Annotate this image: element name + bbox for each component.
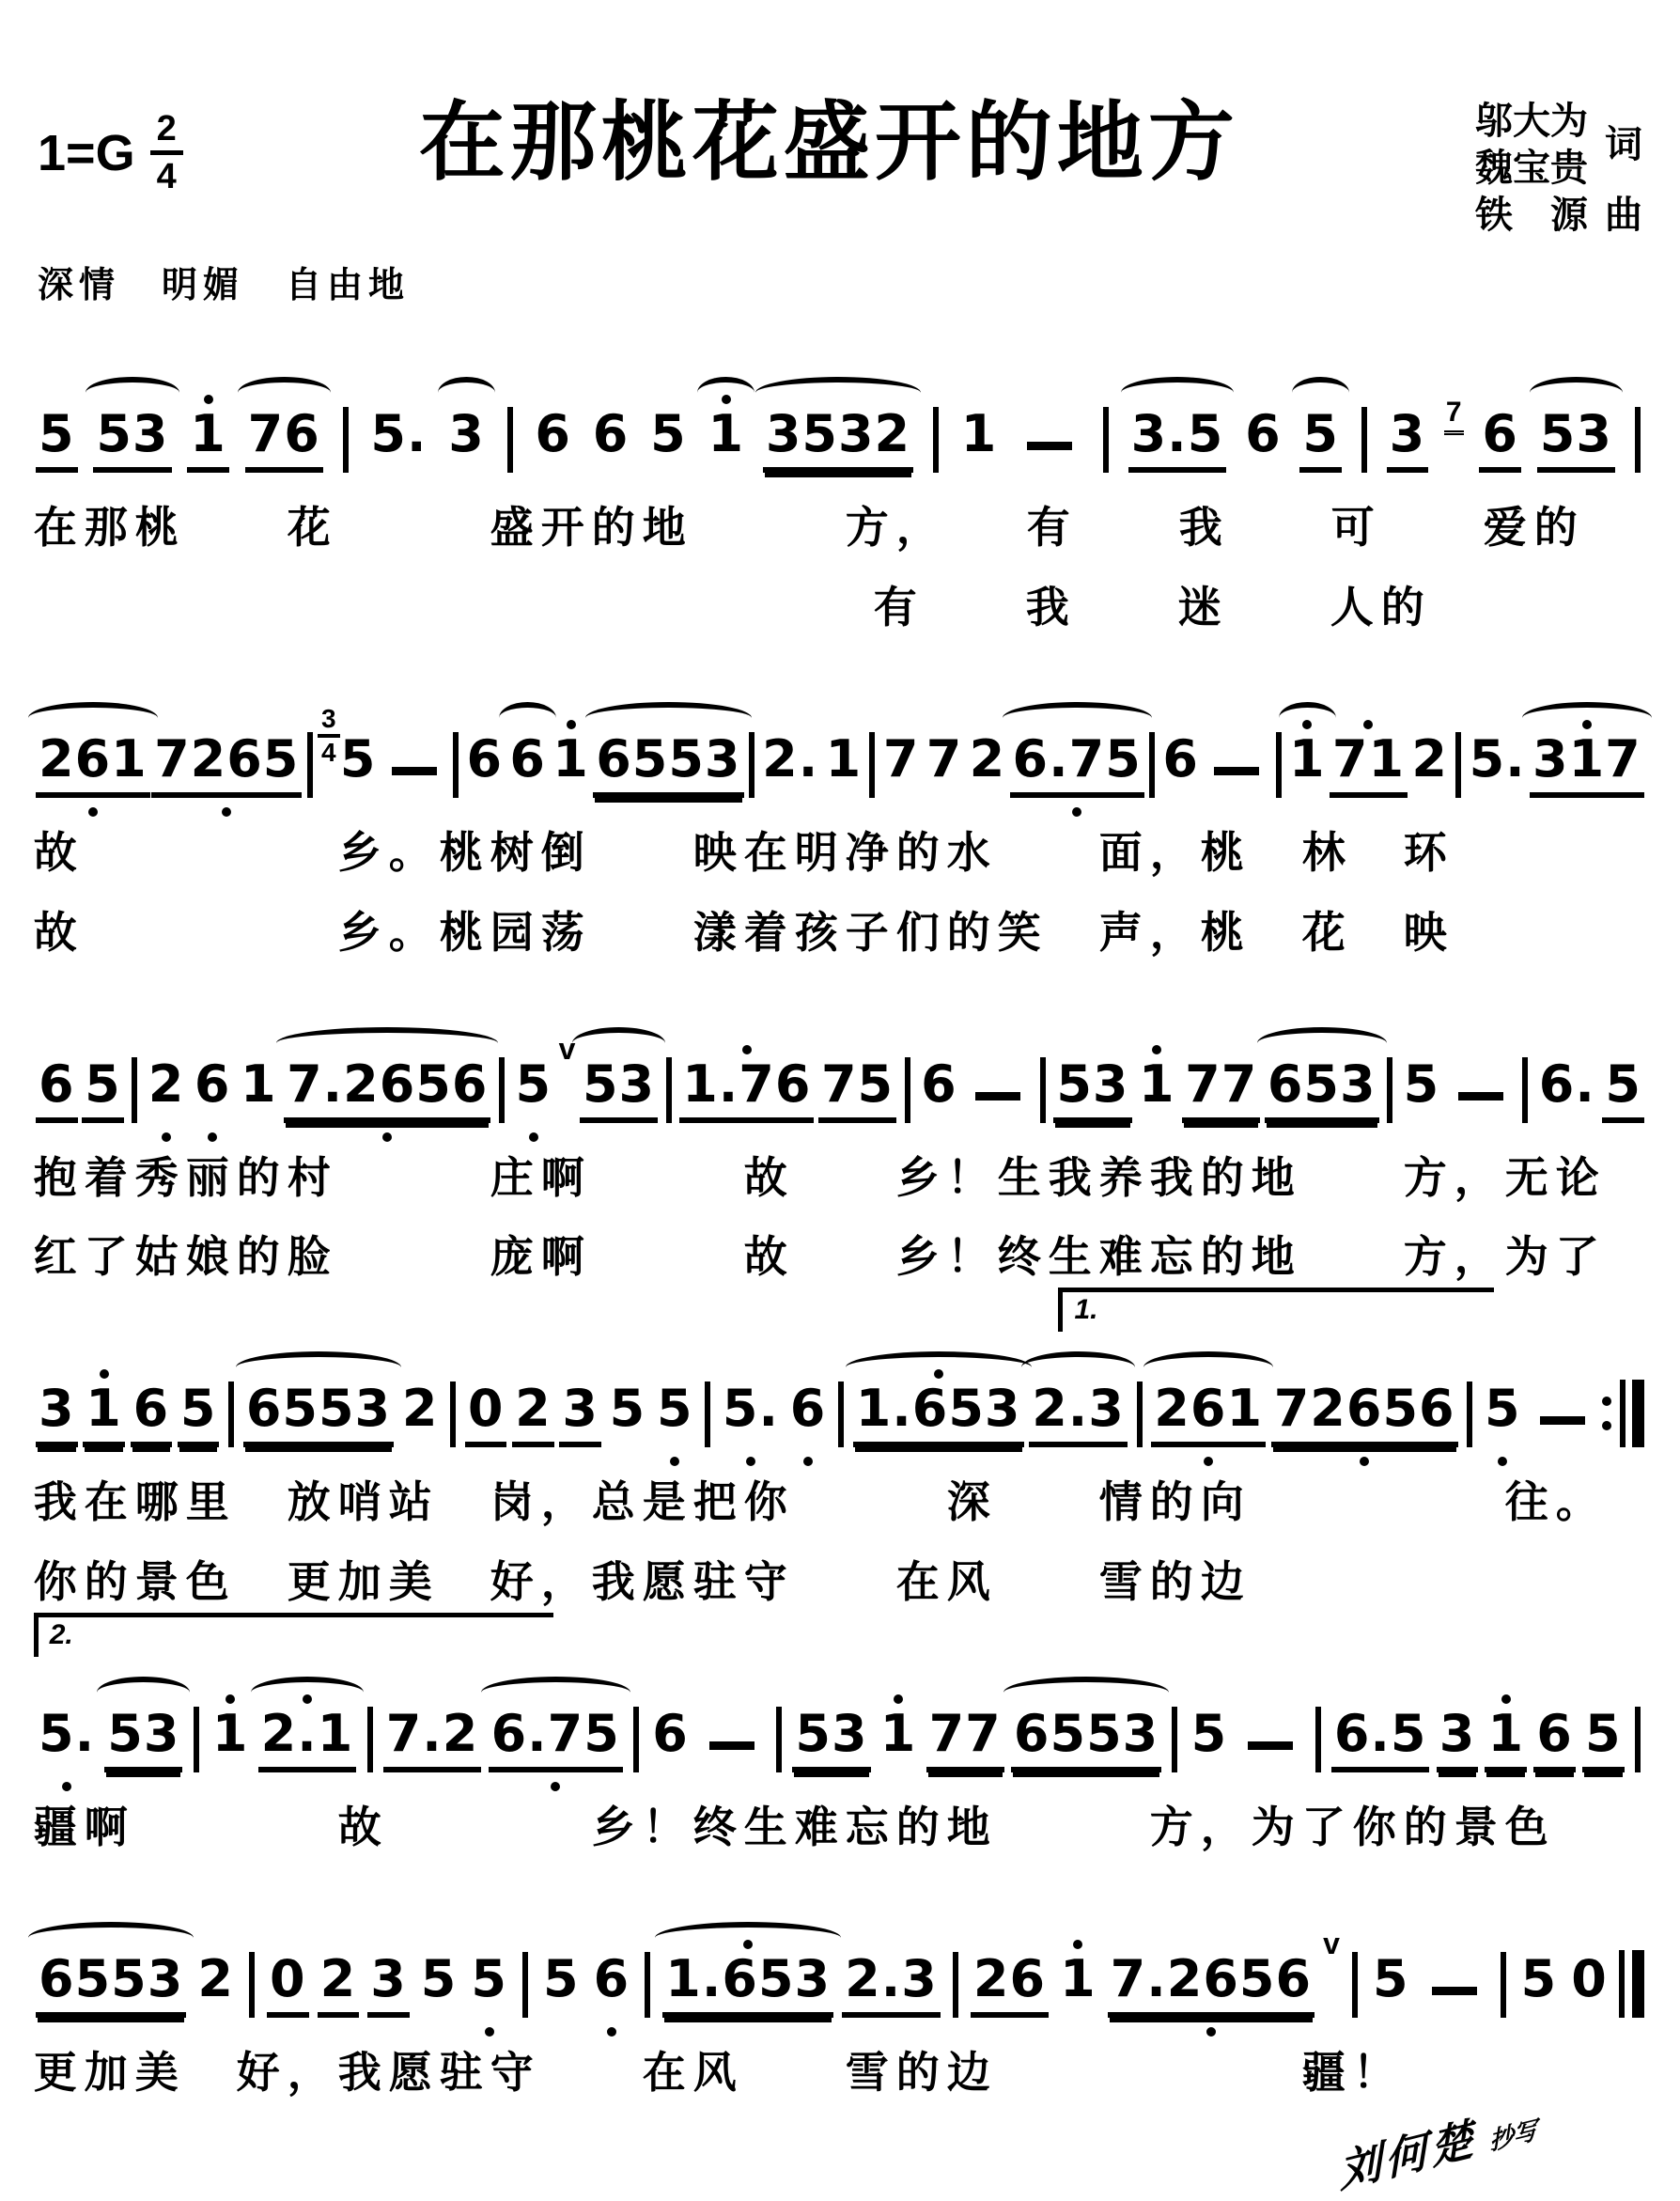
note-token: 6553 xyxy=(36,1954,186,2018)
barline xyxy=(953,1952,958,2018)
barline xyxy=(132,1057,137,1123)
octave-dot-below xyxy=(551,1782,560,1791)
note-token: 6553 xyxy=(243,1383,394,1447)
note-token: 53 xyxy=(93,409,171,473)
note-token: 2 xyxy=(146,1059,188,1123)
note-token: 76 xyxy=(245,409,323,473)
barline xyxy=(933,407,939,473)
copyist-signature xyxy=(1336,2088,1538,2200)
slur-arc xyxy=(438,377,495,409)
note-token: 5 xyxy=(178,1383,220,1447)
note-token: 6 xyxy=(535,404,571,463)
slur-arc xyxy=(499,702,556,734)
slur-arc xyxy=(585,702,751,734)
barline xyxy=(1635,1707,1641,1772)
note-token: 5 xyxy=(1482,1383,1524,1447)
note-token: 5. xyxy=(370,404,428,463)
lyrics-line: 有 我 迷 人的 xyxy=(873,582,1432,632)
note-token: 53 xyxy=(580,1059,658,1123)
lyricist-name-1: 邬大为 xyxy=(1474,101,1588,142)
slur-arc xyxy=(97,1677,190,1709)
note-token: 6.75 xyxy=(1010,734,1144,798)
meter-fraction xyxy=(150,111,183,195)
note-token: 0 xyxy=(267,1954,309,2018)
note-token: 53 xyxy=(1053,1059,1131,1123)
octave-dot-below xyxy=(670,1457,679,1466)
copyist-note: 抄写 xyxy=(1487,2115,1538,2156)
held-note-dash xyxy=(1540,1416,1585,1425)
barline xyxy=(1276,732,1282,798)
note-token: 317 xyxy=(1530,734,1644,798)
note-token: 5 xyxy=(1520,1949,1558,2009)
note-token: 5 xyxy=(420,1949,458,2009)
note-token: 1 xyxy=(878,1709,920,1772)
note-token: 5. xyxy=(720,1383,782,1447)
note-token: 5 xyxy=(609,1379,646,1439)
lyrics-line: 故 乡。桃园荡 漾着孩子们的笑 声，桃 花 映 xyxy=(33,907,1454,957)
octave-dot-below xyxy=(1072,807,1081,817)
slur-arc xyxy=(86,377,179,409)
barline xyxy=(633,1707,639,1772)
note-token: 1 xyxy=(210,1709,252,1772)
barline xyxy=(1352,1952,1358,2018)
notation-system-5 xyxy=(0,1619,1680,1852)
note-token: 0 xyxy=(1571,1949,1608,2009)
note-token: 5 xyxy=(1190,1704,1228,1764)
note-token: 1.653 xyxy=(662,1954,833,2018)
octave-dot-below xyxy=(746,1457,755,1466)
slur-arc xyxy=(1003,702,1152,734)
octave-dot-below xyxy=(1204,1457,1213,1466)
note-token: 7265 xyxy=(151,734,302,798)
octave-dot-below xyxy=(208,1132,217,1142)
copyist-name: 刘何楚 xyxy=(1337,2113,1478,2197)
note-token: 53 xyxy=(792,1709,870,1772)
note-token: 7 xyxy=(926,728,963,788)
lyrics-line: 更加美 好，我愿驻守 在风 雪的边 疆！ xyxy=(33,2048,1404,2098)
notation-system-3 xyxy=(0,1018,1680,1283)
note-token: 6.5 xyxy=(1331,1709,1430,1772)
key-text: 1=G xyxy=(38,124,135,181)
note-token: 2 xyxy=(318,1954,360,2018)
note-token: 3 xyxy=(559,1383,601,1447)
note-token: 1 xyxy=(550,734,592,798)
slur-arc xyxy=(28,702,158,734)
note-token: 2.3 xyxy=(842,1954,941,2018)
barline xyxy=(522,1952,528,2018)
note-token: 1.653 xyxy=(853,1383,1024,1447)
barline xyxy=(249,1952,255,2018)
barline xyxy=(194,1707,199,1772)
barline xyxy=(1137,1381,1143,1447)
held-note-dash xyxy=(1248,1741,1293,1750)
note-token: 5 xyxy=(543,1949,580,2009)
octave-dot-below xyxy=(529,1132,538,1142)
slur-arc xyxy=(1292,377,1349,409)
octave-dot-above xyxy=(100,1369,109,1379)
slur-arc xyxy=(697,377,754,409)
slur-arc xyxy=(1143,1351,1273,1383)
lyrics-line: 抱着秀丽的村 庄啊 故 乡！生我养我的地 方，无论 xyxy=(33,1152,1607,1202)
note-token: 6.75 xyxy=(489,1709,623,1772)
barline xyxy=(1172,1707,1177,1772)
notes-line xyxy=(0,367,1680,473)
slur-arc xyxy=(1003,1677,1169,1709)
note-token: 6 xyxy=(592,404,630,463)
note-token: 7.2656 xyxy=(1108,1954,1314,2018)
barline xyxy=(507,407,513,473)
slur-arc xyxy=(236,1351,401,1383)
note-token: 5. xyxy=(1469,728,1526,788)
meter-change-denominator: 4 xyxy=(321,737,336,767)
note-token: 6553 xyxy=(593,734,743,798)
grace-note: 7 xyxy=(1444,397,1464,435)
slur-arc xyxy=(1530,377,1623,409)
note-token: 2 xyxy=(512,1383,554,1447)
note-token: 53 xyxy=(104,1709,182,1772)
note-token: 3532 xyxy=(763,409,913,473)
octave-dot-above xyxy=(1152,1045,1161,1054)
barline xyxy=(307,732,313,798)
barline xyxy=(1361,407,1367,473)
lyrics-line: 红了姑娘的脸 庞啊 故 乡！终生难忘的地 方，为了 xyxy=(33,1232,1607,1282)
note-token: 77 xyxy=(1182,1059,1260,1123)
barline xyxy=(1315,1707,1321,1772)
note-token: 1 xyxy=(960,404,998,463)
note-token: 6 xyxy=(652,1704,689,1764)
octave-dot-above xyxy=(226,1694,235,1704)
barline xyxy=(1149,732,1155,798)
slur-arc xyxy=(1257,1027,1387,1059)
note-token: 5 xyxy=(36,409,78,473)
barline xyxy=(1103,407,1109,473)
barline xyxy=(499,1057,505,1123)
barline xyxy=(1522,1057,1528,1123)
note-token: 6 xyxy=(1533,1709,1576,1772)
barline xyxy=(749,732,754,798)
barline xyxy=(666,1057,672,1123)
held-note-dash xyxy=(1432,1987,1477,1995)
barline xyxy=(1040,1057,1046,1123)
volta-bracket: 1. xyxy=(1058,1288,1494,1332)
barline xyxy=(838,1381,844,1447)
slur-arc xyxy=(1121,377,1235,409)
note-token: 2 xyxy=(197,1949,234,2009)
credits xyxy=(1475,98,1642,239)
barline xyxy=(776,1707,782,1772)
note-token: 0 xyxy=(465,1383,507,1447)
lyrics-line: 在那桃 花 盛开的地 方， 有 我 可 爱的 xyxy=(33,503,1585,552)
slur-arc xyxy=(251,1677,365,1709)
note-token: 72656 xyxy=(1271,1383,1458,1447)
barline xyxy=(1501,1952,1506,2018)
note-token: 7.2 xyxy=(383,1709,482,1772)
note-token: 6 xyxy=(1479,409,1521,473)
octave-dot-below xyxy=(382,1132,392,1142)
note-token: 5 xyxy=(654,1383,696,1447)
note-token: 5. xyxy=(36,1709,98,1772)
note-token: 5 xyxy=(1582,1709,1625,1772)
song-title: 在那桃花盛开的地方 xyxy=(418,95,1239,191)
note-token: 6 xyxy=(466,728,504,788)
note-token: 5 xyxy=(650,404,687,463)
breath-mark: v xyxy=(1323,1927,1340,1961)
note-token: 3.5 xyxy=(1128,409,1227,473)
note-token: 5 xyxy=(82,1059,124,1123)
notation-system-6 xyxy=(0,1912,1680,2098)
octave-dot-below xyxy=(1206,2027,1216,2037)
barline xyxy=(705,1381,710,1447)
note-token: 1 xyxy=(1286,734,1329,798)
slur-arc xyxy=(1522,702,1652,734)
notes-line xyxy=(0,1619,1680,1772)
note-token: 1 xyxy=(705,409,747,473)
breath-mark: v xyxy=(558,1031,576,1066)
note-token: 26 xyxy=(971,1954,1049,2018)
note-token: 75 xyxy=(818,1059,896,1123)
note-token: 6 xyxy=(36,1059,78,1123)
meter-denominator: 4 xyxy=(156,157,177,196)
slur-arc xyxy=(1279,702,1336,734)
held-note-dash xyxy=(1027,442,1072,450)
meter-change-numerator: 3 xyxy=(318,706,340,738)
barline xyxy=(228,1381,234,1447)
barline xyxy=(450,1381,456,1447)
held-note-dash xyxy=(975,1092,1020,1100)
note-token: 6553 xyxy=(1011,1709,1161,1772)
octave-dot-below xyxy=(162,1132,171,1142)
note-token: 5 xyxy=(1602,1059,1644,1123)
notes-line xyxy=(0,1018,1680,1123)
note-token: 3 xyxy=(445,409,488,473)
meter-numerator: 2 xyxy=(150,111,183,155)
note-token: 5 xyxy=(468,1954,510,2018)
note-token: 3 xyxy=(1387,409,1429,473)
octave-dot-below xyxy=(607,2027,616,2037)
octave-dot-above xyxy=(894,1694,903,1704)
notes-line xyxy=(0,1912,1680,2018)
note-token: 6 xyxy=(506,734,549,798)
barline xyxy=(367,1707,373,1772)
note-token: 6 xyxy=(1162,728,1199,788)
note-token: 5 xyxy=(1372,1949,1409,2009)
notation-system-2 xyxy=(0,693,1680,958)
slur-arc xyxy=(846,1351,1032,1383)
note-token: 1.76 xyxy=(679,1059,814,1123)
slur-arc xyxy=(655,1922,841,1954)
lyrics-line: 疆啊 故 乡！终生难忘的地 方，为了你的景色 xyxy=(33,1803,1556,1852)
barline xyxy=(905,1057,910,1123)
slur-arc xyxy=(276,1027,498,1059)
slur-arc xyxy=(572,1027,665,1059)
note-token: 1 xyxy=(1136,1059,1178,1123)
note-token: 6 xyxy=(787,1383,830,1447)
note-token: 7.2656 xyxy=(284,1059,490,1123)
note-token: 1 xyxy=(187,409,229,473)
notation-systems-container xyxy=(0,367,1680,2098)
barline xyxy=(645,1952,650,2018)
note-token: 1 xyxy=(1057,1954,1099,2018)
note-token: 77 xyxy=(926,1709,1004,1772)
note-token: 2.1 xyxy=(258,1709,357,1772)
note-token: 3 xyxy=(367,1954,410,2018)
note-token: 71 xyxy=(1330,734,1408,798)
composer-name: 铁 源 xyxy=(1474,195,1588,236)
note-token: 2. xyxy=(762,728,819,788)
octave-dot-above xyxy=(204,395,213,404)
note-token: 2.3 xyxy=(1029,1383,1128,1447)
tempo-marking: 深情 明媚 自由地 xyxy=(38,266,411,305)
lyrics-line: 故 乡。桃树倒 映在明净的水 面，桃 林 环 xyxy=(33,827,1454,877)
octave-dot-below xyxy=(1360,1457,1369,1466)
note-token: 6 xyxy=(921,1054,957,1114)
note-token: 261 xyxy=(1151,1383,1266,1447)
slur-arc xyxy=(755,377,921,409)
octave-dot-above xyxy=(1363,720,1373,729)
note-token: 6 xyxy=(1245,404,1282,463)
octave-dot-above xyxy=(567,720,576,729)
note-token: 6 xyxy=(591,1954,633,2018)
octave-dot-below xyxy=(88,807,98,817)
slur-arc xyxy=(238,377,331,409)
lyricist-role: 词 xyxy=(1604,124,1642,165)
slur-arc xyxy=(28,1922,194,1954)
lyricist-name-2: 魏宝贵 xyxy=(1474,148,1588,189)
barline xyxy=(1635,407,1641,473)
note-token: 6 xyxy=(131,1383,173,1447)
note-token: 2 xyxy=(969,728,1006,788)
note-token: 7 xyxy=(882,728,920,788)
note-token: 3 xyxy=(1437,1709,1479,1772)
note-token: 5 xyxy=(513,1059,555,1123)
octave-dot-below xyxy=(1498,1457,1507,1466)
note-token: 53 xyxy=(1537,409,1615,473)
note-token: 6. xyxy=(1538,1054,1595,1114)
composer-role: 曲 xyxy=(1604,195,1642,236)
note-token: 6 xyxy=(192,1059,234,1123)
octave-dot-below xyxy=(62,1782,71,1791)
held-note-dash xyxy=(392,767,437,775)
note-token: 1 xyxy=(1485,1709,1527,1772)
octave-dot-above xyxy=(1073,1940,1082,1949)
lyrics-line: 你的景色 更加美 好，我愿驻守 在风 雪的边 xyxy=(33,1557,1252,1607)
note-token: 5 xyxy=(1299,409,1342,473)
end-repeat-barline xyxy=(1602,1380,1644,1447)
repeat-dots xyxy=(1602,1397,1611,1430)
notation-system-4 xyxy=(0,1294,1680,1607)
note-token: 2 xyxy=(401,1379,439,1439)
held-note-dash xyxy=(1458,1092,1503,1100)
notation-system-1 xyxy=(0,367,1680,632)
note-token: 653 xyxy=(1265,1059,1379,1123)
held-note-dash xyxy=(1214,767,1259,775)
sheet-header xyxy=(0,0,1680,239)
composer-credit xyxy=(1475,192,1642,239)
held-note-dash xyxy=(709,1741,754,1750)
lyricist-credit xyxy=(1475,98,1642,192)
note-token: 5 xyxy=(1403,1054,1440,1114)
note-token: 261 xyxy=(36,734,150,798)
final-barline xyxy=(1619,1950,1644,2018)
octave-dot-below xyxy=(485,2027,494,2037)
barline xyxy=(1455,732,1461,798)
barline xyxy=(453,732,459,798)
note-token: 3 xyxy=(36,1383,78,1447)
octave-dot-below xyxy=(222,807,231,817)
barline xyxy=(1467,1381,1472,1447)
barline xyxy=(1387,1057,1392,1123)
lyrics-line: 我在哪里 放哨站 岗，总是把你 深 情的向 往。 xyxy=(33,1477,1607,1527)
key-signature xyxy=(38,111,183,195)
octave-dot-above xyxy=(742,1045,752,1054)
notes-line xyxy=(0,693,1680,798)
barline xyxy=(869,732,875,798)
slur-arc xyxy=(1021,1351,1135,1383)
note-token: 5 xyxy=(339,728,377,788)
notes-line xyxy=(0,1294,1680,1447)
note-token: 2 xyxy=(1411,728,1448,788)
note-token: 1 xyxy=(825,728,863,788)
note-token: 1 xyxy=(83,1383,125,1447)
note-token: 1 xyxy=(240,1054,277,1114)
slur-arc xyxy=(481,1677,630,1709)
volta-bracket: 2. xyxy=(34,1613,553,1657)
octave-dot-above xyxy=(1501,1694,1511,1704)
barline xyxy=(343,407,349,473)
octave-dot-below xyxy=(803,1457,813,1466)
